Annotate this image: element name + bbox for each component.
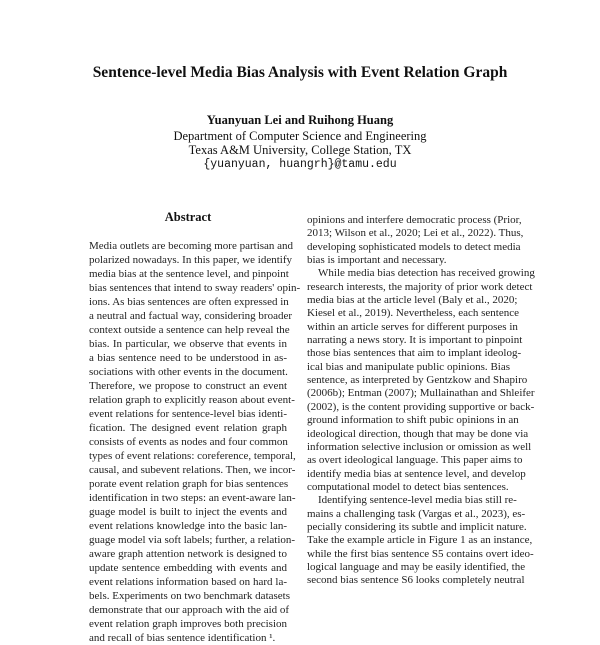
text-line: media bias at the article level (Baly et al., 2020; [307,294,518,307]
text-line: within an article serves for different purposes in [307,320,518,333]
text-line: causal, and subevent relations. Then, we incor- [89,464,296,476]
text-line: ground information to shift pubic opinions in an [307,414,519,427]
text-line: those bias sentences that aim to implant ideolog- [307,347,522,360]
text-line: computational model to detect bias sentences. [307,480,509,493]
text-line: Kiesel et al., 2019). Nevertheless, each sentence [307,307,519,320]
text-line: sociations with other events in the document. [89,366,288,378]
text-line: Take the example article in Figure 1 as an instance, [307,534,533,547]
text-line: guage model is built to inject the events and [89,506,287,518]
text-line: types of event relations: coreference, temporal, [89,450,296,462]
text-line: bias sentences that intend to sway readers' opin- [89,282,301,294]
author-department: Department of Computer Science and Engineering [173,129,427,143]
text-line: pecially considering its subtle and implicit nature. [307,520,527,533]
text-line: a bias sentence need to be understood in as- [89,352,287,364]
text-line: sentence, as interpreted by Gentzkow and Shapiro [307,374,528,387]
text-line: as overt ideological language. This paper aims to [307,454,523,467]
text-line: second bias sentence S6 looks completely neutral [307,574,525,587]
text-line: bias. In particular, we observe that events in [89,338,287,350]
text-line: context outside a sentence can help reveal the [89,324,290,336]
text-line: mains a challenging task (Vargas et al., 2023), es- [307,507,526,520]
abstract-text [89,239,301,645]
text-line: event relations for sentence-level bias identi- [89,408,287,420]
text-line: demonstrate that our approach with the aid of [89,604,290,616]
text-line: Media outlets are becoming more partisan and [89,240,294,252]
text-line: research interests, the majority of prior work detect [307,280,533,293]
text-line: bias is important and necessary. [307,254,447,267]
text-line: Therefore, we propose to construct an event [89,380,287,392]
abstract-heading: Abstract [164,210,212,224]
text-line: while the first bias sentence S5 contains overt ideo- [307,547,534,560]
paper-title: Sentence-level Media Bias Analysis with Event Relation Graph [92,64,508,81]
text-line: ideological direction, though that may be done via [307,427,529,440]
text-line: event relations knowledge into the basic lan- [89,520,287,532]
text-line: update sentence embedding with events and [89,562,287,574]
text-line: Identifying sentence-level media bias still re- [318,494,517,507]
text-line: polarized nowadays. In this paper, we identify [89,254,292,266]
author-email: {yuanyuan, huangrh}@tamu.edu [203,158,397,171]
text-line: logical language and may be easily identified, the [307,560,526,573]
text-line: fication. The designed event relation graph [89,422,287,434]
text-line: event relation graph improves both precision [89,618,287,630]
text-line: identify media bias at sentence level, and develop [307,467,526,480]
text-line: and recall of bias sentence identification ¹. [89,632,276,644]
text-line: (2002), is the content providing supportive or back- [307,400,535,413]
text-line: a neutral and factual way, considering broader [89,310,293,322]
text-line: narrating a news story. It is important to pinpoint [307,334,523,347]
text-line: consists of events as nodes and four common [89,436,288,448]
text-line: information selective inclusion or omission as well [307,440,532,453]
text-line: developing sophisticated models to detect media [307,240,521,253]
text-line: event relations information based on hard la- [89,576,287,588]
text-line: porate event relation graph for bias sentences [89,478,289,490]
text-line: identification in two steps: an event-aware lan- [89,492,296,504]
text-line: opinions and interfere democratic process (Prior, [307,214,522,226]
text-line: bels. Experiments on two benchmark datasets [89,590,291,602]
text-line: 2013; Wilson et al., 2020; Lei et al., 2022). Thus, [307,227,524,240]
text-line: relation graph to explicitly reason about event- [89,394,295,406]
text-line: ical bias and manipulate public opinions. Bias [307,360,510,373]
paper-authors: Yuanyuan Lei and Ruihong Huang [206,113,394,127]
text-line: guage model via soft labels; further, a relation- [89,534,296,546]
text-line: aware graph attention network is designed to [89,548,287,560]
text-line: (2006b); Entman (2007); Mullainathan and Shleifer [307,387,535,400]
text-line: ions. As bias sentences are often expressed in [89,296,289,308]
introduction-text [307,214,535,588]
text-line: media bias at the sentence level, and pinpoint [89,268,289,280]
text-line: While media bias detection has received growing [318,267,535,280]
author-university: Texas A&M University, College Station, TX [188,143,412,157]
